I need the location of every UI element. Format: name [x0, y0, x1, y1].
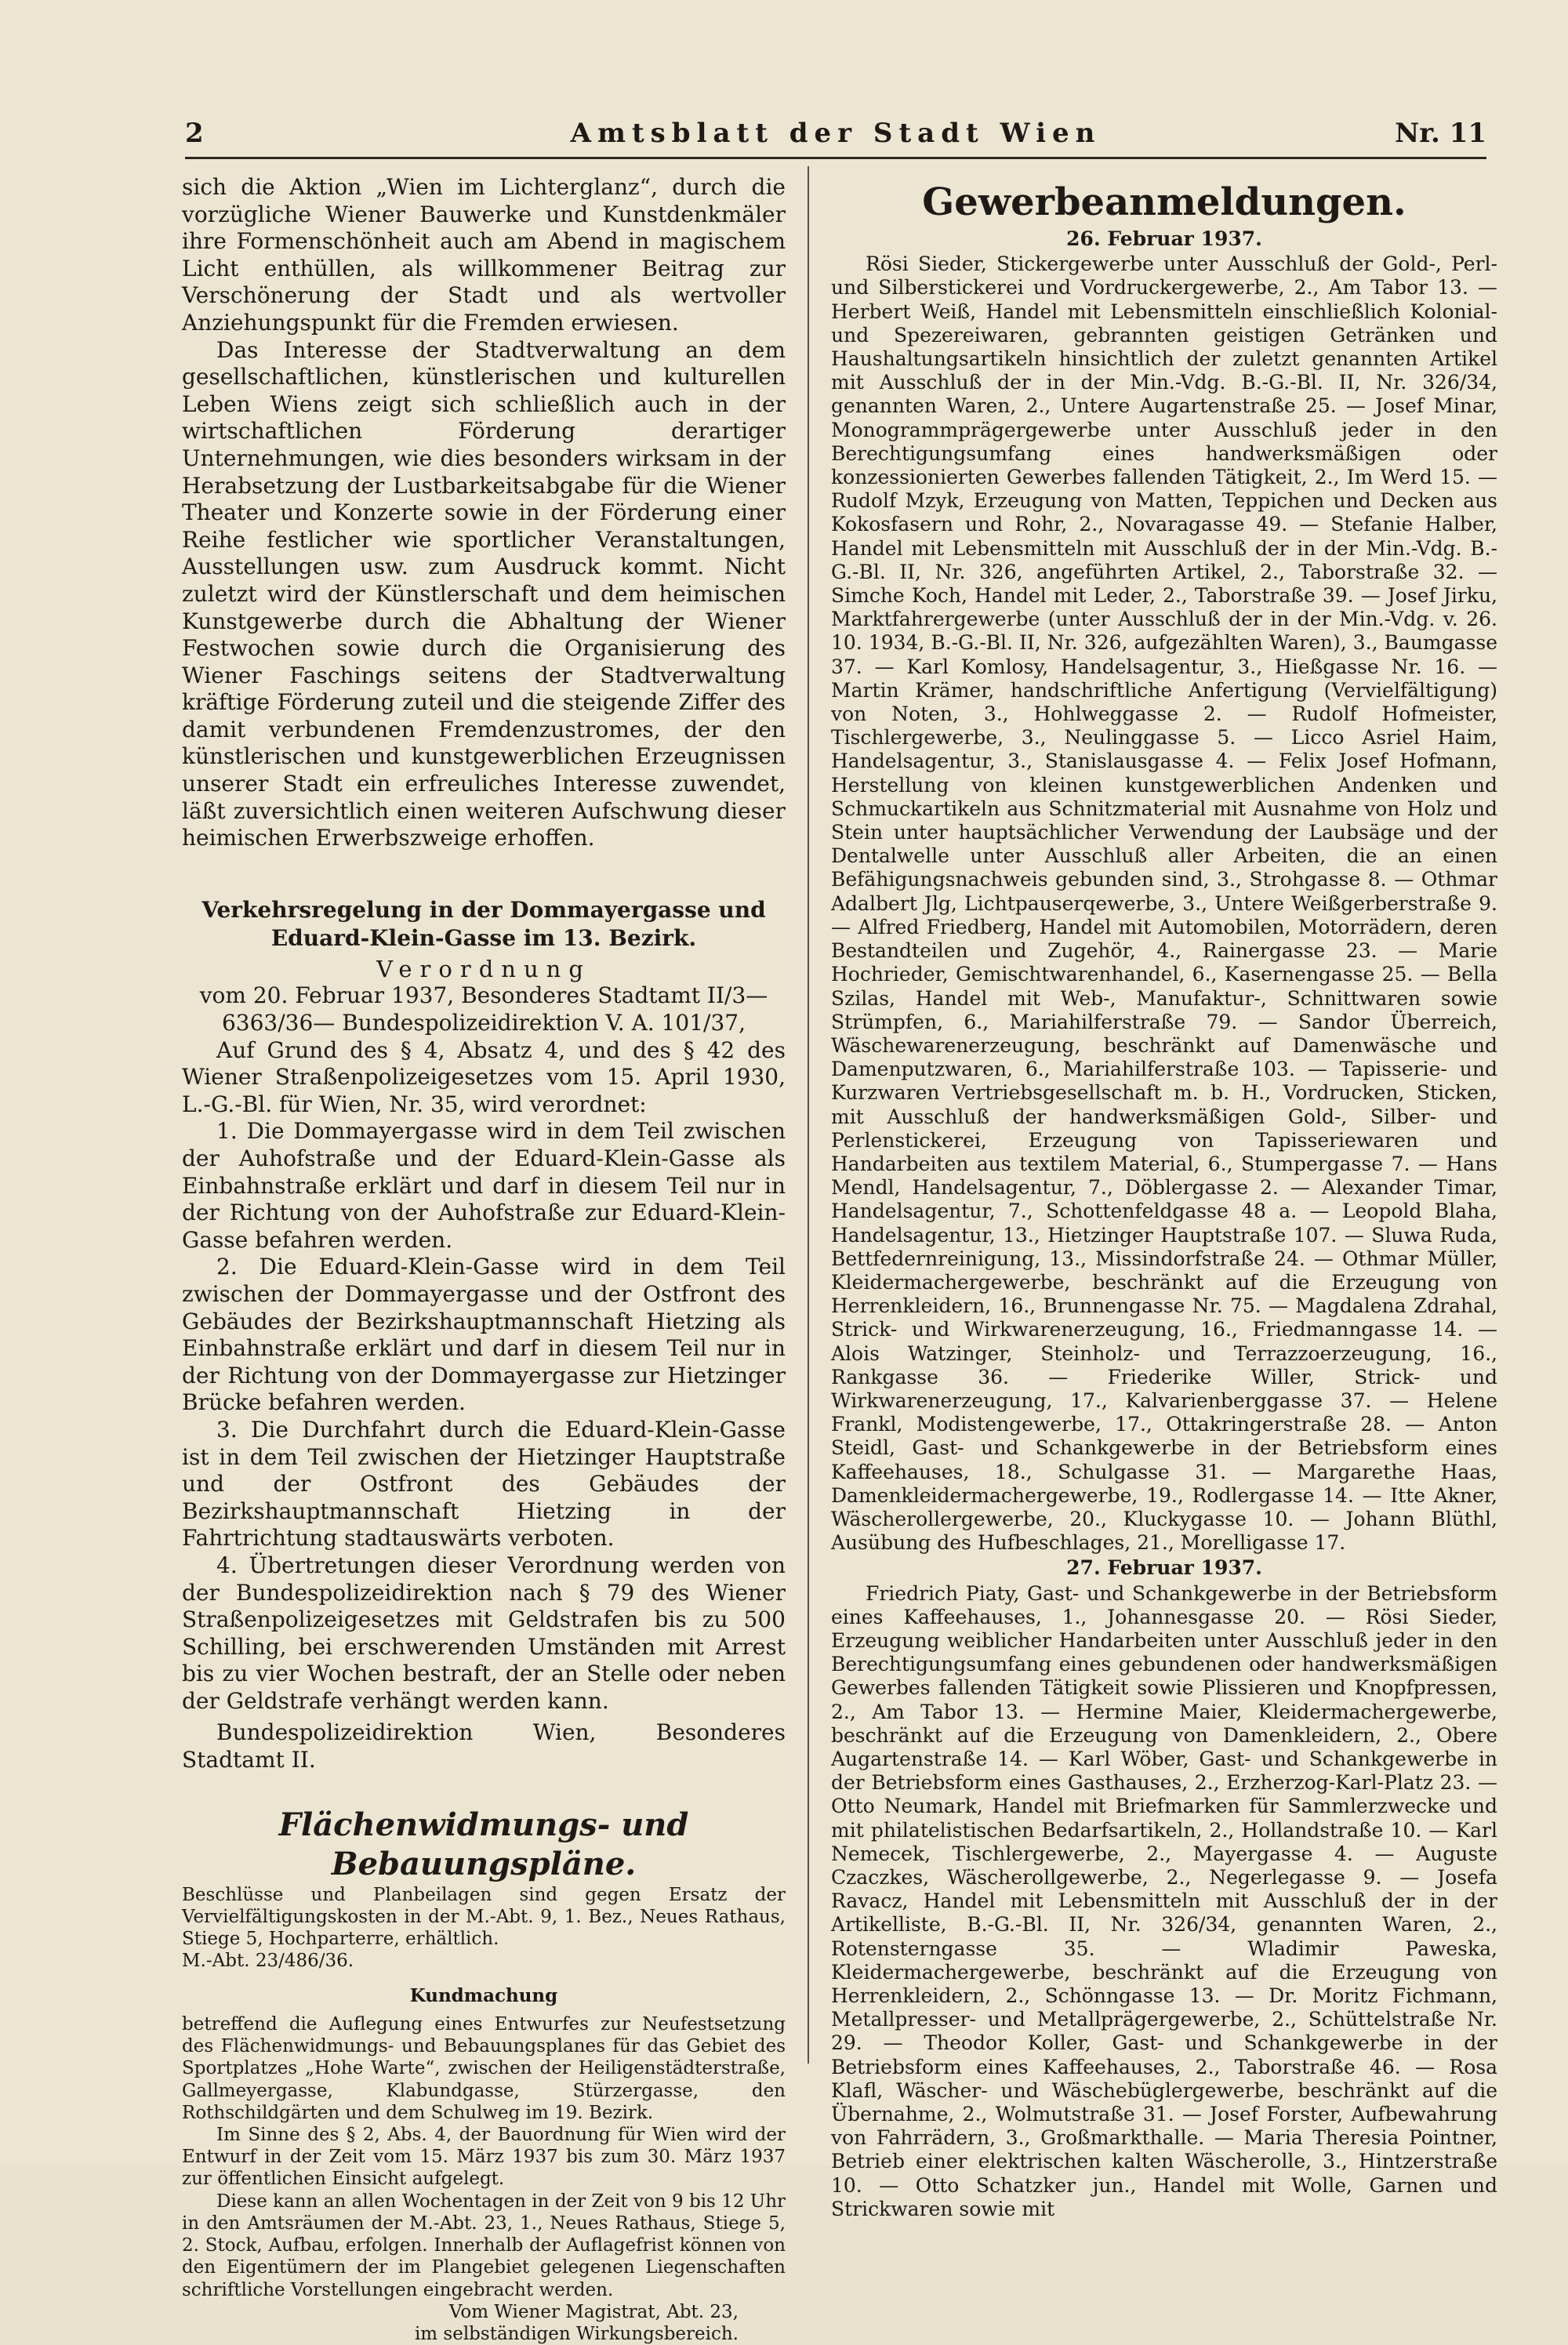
mabt-reference: M.-Abt. 23/486/36.	[182, 1951, 354, 1972]
verordnung-item-2: 2. Die Eduard-Klein-Gasse wird in dem Teil zwischen der Dommayergasse und der Ostfront des Gebäudes der Bezirkshauptmannschaft Hietzing als Einbahnstraße erklärt und darf in diesem Teil nur in der Richtung von der Dommayergasse zur Hietzinger Brücke befahren werden.	[182, 1254, 786, 1416]
verordnung-item-4: 4. Übertretungen dieser Verordnung werden von der Bundespolizeidirektion nach § 79 des Wiener Straßenpolizeigesetzes mit Geldstrafen bis zu 500 Schilling, bei erschwerenden Umständen mit Arrest bis zu vier Wochen bestraft, der an Stelle oder neben der Geldstrafe verhängt werden kann.	[182, 1552, 786, 1714]
kundmachung-heading: Kundmachung	[409, 1985, 558, 2007]
gewerbe-list-27-feb: Friedrich Piaty, Gast- und Schankgewerbe in der Betriebsform eines Kaffeehauses, 1., Johannesgasse 20. — Rösi Sieder, Erzeugung weiblicher Handarbeiten unter Ausschluß jeder in den Berechtigungsumfang eines gebundenen oder handwerksmäßigen Gewerbes fallenden Tätigkeit sowie Plissieren und Knopfpressen, 2., Am Tabor 13. — Hermine Maier, Kleidermachergewerbe, beschränkt auf die Erzeugung von Damenkleidern, 2., Obere Augartenstraße 14. — Karl Wöber, Gast- und Schankgewerbe in der Betriebsform eines Gasthauses, 2., Erzherzog-Karl-Platz 23. — Otto Neumark, Handel mit Briefmarken für Sammlerzwecke und mit philatelistischen Bedarfsartikeln, 2., Hollandstraße 10. — Karl Nemecek, Tischlergewerbe, 2., Mayergasse 4. — Auguste Czaczkes, Wäscherollgewerbe, 2., Negerlegasse 9. — Josefa Ravacz, Handel mit Lebensmitteln mit Ausschluß der in der Artikelliste, B.-G.-Bl. II, Nr. 326/34, genannten Waren, 2., Rotensterngasse 35. — Wladimir Paweska, Kleidermachergewerbe, beschränkt auf die Erzeugung von Herrenkleidern, 2., Schönngasse 13. — Dr. Moritz Fichmann, Metallpresser- und Metallprägergewerbe, 2., Schüttelstraße Nr. 29. — Theodor Koller, Gast- und Schankgewerbe in der Betriebsform eines Kaffeehauses, 2., Taborstraße 46. — Rosa Klafl, Wäscher- und Wäschebüglergewerbe, beschränkt auf die Übernahme, 2., Wolmutstraße 31. — Josef Forster, Aufbewahrung von Fahrrädern, 3., Großmarkthalle. — Maria Theresia Pointner, Betrieb einer elektrischen kalten Wäscherolle, 3., Hintzerstraße 10. — Otto Schatzker jun., Handel mit Wolle, Garnen und Strickwaren sowie mit	[831, 1581, 1497, 2220]
right-column	[831, 174, 1497, 2221]
date-heading-26-feb: 26. Februar 1937.	[1066, 227, 1262, 250]
section-title-flaechenwidmung: Flächenwidmungs- und Bebauungspläne.	[278, 1806, 689, 1882]
paragraph-interesse: Das Interesse der Stadtverwaltung an dem gesellschaftlichen, künstlerischen und kulturellen Leben Wiens zeigt sich schließlich auch in der wirtschaftlichen Förderung derartiger Unternehmungen, wie dies besonders wirksam in der Herabsetzung der Lustbarkeitsabgabe für die Wiener Theater und Konzerte sowie in der Förderung einer Reihe festlicher wie sportlicher Veranstaltungen, Ausstellungen usw. zum Ausdruck kommt. Nicht zuletzt wird der Künstlerschaft und dem heimischen Kunstgewerbe durch die Abhaltung der Wiener Festwochen sowie durch die Organisierung des Wiener Faschings seitens der Stadtverwaltung kräftige Förderung zuteil und die steigende Ziffer des damit verbundenen Fremdenzustromes, der den künstlerischen und kunstgewerblichen Erzeugnissen unserer Stadt ein erfreuliches Interesse zuwendet, läßt zuversichtlich einen weiteren Aufschwung dieser heimischen Erwerbszweige erhoffen.	[182, 336, 786, 851]
column-divider	[808, 166, 809, 2064]
paragraph-auf-grund: Auf Grund des § 4, Absatz 4, und des § 42 des Wiener Straßenpolizeigesetzes vom 15. April 1930, L.-G.-Bl. für Wien, Nr. 35, wird verordnet:	[182, 1036, 786, 1117]
kundmachung-paragraph-2: Im Sinne des § 2, Abs. 4, der Bauordnung für Wien wird der Entwurf in der Zeit vom 15. März 1937 bis zum 30. März 1937 zur öffentlichen Einsicht aufgelegt.	[182, 2125, 786, 2190]
paragraph-lichterglanz: sich die Aktion „Wien im Lichterglanz“, durch die vorzügliche Wiener Bauwerke und Kunstdenkmäler ihre Formenschönheit auch am Abend in magischem Licht enthüllen, als willkommener Beitrag zur Verschönerung der Stadt und als wertvoller Anziehungspunkt für die Fremden erwiesen.	[182, 174, 786, 336]
flaechen-intro: Beschlüsse und Planbeilagen sind gegen Ersatz der Vervielfältigungskosten in der M.-Abt. 9, 1. Bez., Neues Rathaus, Stiege 5, Hochparterre, erhältlich.	[182, 1884, 786, 1950]
issue-number: Nr. 11	[1395, 118, 1486, 149]
section-title-gewerbeanmeldungen: Gewerbeanmeldungen.	[922, 180, 1406, 224]
left-column	[182, 174, 786, 2345]
publication-title: Amtsblatt der Stadt Wien	[570, 118, 1102, 149]
page-header	[185, 118, 1486, 159]
verordnung-date: vom 20. Februar 1937, Besonderes Stadtamt II/3—6363/36— Bundespolizeidirektion V. A. 101/37,	[199, 982, 768, 1036]
gewerbe-list-26-feb: Rösi Sieder, Stickergewerbe unter Ausschluß der Gold-, Perl- und Silberstickerei und Vordruckergewerbe, 2., Am Tabor 13. — Herbert Weiß, Handel mit Lebensmitteln einschließlich Kolonial- und Spezereiwaren, gebrannten geistigen Getränken und Haushaltungsartikeln hinsichtlich der zuletzt genannten Artikel mit Ausschluß der in der Min.-Vdg. B.-G.-Bl. II, Nr. 326/34, genannten Waren, 2., Untere Augartenstraße 25. — Josef Minar, Monogrammprägergewerbe unter Ausschluß jeder in den Berechtigungsumfang eines handwerksmäßigen oder konzessionierten Gewerbes fallenden Tätigkeit, 2., Im Werd 15. — Rudolf Mzyk, Erzeugung von Matten, Teppichen und Decken aus Kokosfasern und Rohr, 2., Novaragasse 49. — Stefanie Halber, Handel mit Lebensmitteln mit Ausschluß der in der Min.-Vdg. B.-G.-Bl. II, Nr. 326, angeführten Artikel, 2., Taborstraße 32. — Simche Koch, Handel mit Leder, 2., Taborstraße 39. — Josef Jirku, Marktfahrergewerbe (unter Ausschluß der in der Min.-Vdg. v. 26. 10. 1934, B.-G.-Bl. II, Nr. 326, aufgezählten Waren), 3., Baumgasse 37. — Karl Komlosy, Handelsagentur, 3., Hießgasse Nr. 16. — Martin Krämer, handschriftliche Anfertigung (Vervielfältigung) von Noten, 3., Hohlweggasse 2. — Rudolf Hofmeister, Tischlergewerbe, 3., Neulinggasse 5. — Licco Asriel Haim, Handelsagentur, 3., Stanislausgasse 4. — Felix Josef Hofmann, Herstellung von kleinen kunstgewerblichen Andenken und Schmuckartikeln aus Schnitzmaterial mit Ausnahme von Holz und Stein unter hauptsächlicher Verwendung der Laubsäge und der Dentalwelle unter Ausschluß aller Arbeiten, die an einen Befähigungsnachweis gebunden sind, 3., Strohgasse 8. — Othmar Adalbert Jlg, Lichtpauserqewerbe, 3., Untere Weißgerberstraße 9. — Alfred Friedberg, Handel mit Automobilen, Motorrädern, deren Bestandteilen und Zugehör, 4., Rainergasse 23. — Marie Hochrieder, Gemischtwarenhandel, 6., Kasernengasse 25. — Bella Szilas, Handel mit Web-, Manufaktur-, Schnittwaren sowie Strümpfen, 6., Mariahilferstraße 79. — Sandor Überreich, Wäschewarenerzeugung, beschränkt auf Damenwäsche und Damenputzwaren, 6., Mariahilferstraße 103. — Tapisserie- und Kurzwaren Vertriebsgesellschaft m. b. H., Vordrucken, Sticken, mit Ausschluß der handwerksmäßigen Gold-, Silber- und Perlenstickerei, Erzeugung von Tapisseriewaren und Handarbeiten aus textilem Material, 6., Stumpergasse 7. — Hans Mendl, Handelsagentur, 7., Döblergasse 2. — Alexander Timar, Handelsagentur, 7., Schottenfeldgasse 48 a. — Leopold Blaha, Handelsagentur, 13., Hietzinger Hauptstraße 107. — Sluwa Ruda, Bettfedernreinigung, 13., Missindorfstraße 24. — Othmar Müller, Kleidermachergewerbe, beschränkt auf die Erzeugung von Herrenkleidern, 16., Brunnengasse Nr. 75. — Magdalena Zdrahal, Strick- und Wirkwarenerzeugung, 16., Friedmanngasse 14. — Alois Watzinger, Steinholz- und Terrazzoerzeugung, 16., Rankgasse 36. — Friederike Willer, Strick- und Wirkwarenerzeugung, 17., Kalvarienberggasse 37. — Helene Frankl, Modistengewerbe, 17., Ottakringerstraße 28. — Anton Steidl, Gast- und Schankgewerbe in der Betriebsform eines Kaffeehauses, 18., Schulgasse 31. — Margarethe Haas, Damenkleidermachergewerbe, 19., Rodlergasse 14. — Itte Akner, Wäscherollergewerbe, 20., Kluckygasse 10. — Johann Blüthl, Ausübung des Hufbeschlages, 21., Morelligasse 17.	[831, 252, 1497, 1555]
verordnung-heading: Verordnung	[376, 955, 591, 982]
kundmachung-paragraph-1: betreffend die Auflegung eines Entwurfes zur Neufestsetzung des Flächenwidmungs- und Bebauungsplanes für das Gebiet des Sportplatzes „Hohe Warte“, zwischen der Heiligenstädterstraße, Gallmeyergasse, Klabundgasse, Stürzergasse, den Rothschildgärten und dem Schulweg im 19. Bezirk.	[182, 2014, 786, 2123]
section-title-verkehrsregelung: Verkehrsregelung in der Dommayergasse und Eduard-Klein-Gasse im 13. Bezirk.	[201, 896, 766, 951]
date-heading-27-feb: 27. Februar 1937.	[1066, 1556, 1262, 1580]
signature-polizei: Bundespolizeidirektion Wien, Besonderes Stadtamt II.	[182, 1719, 786, 1773]
kundmachung-paragraph-3: Diese kann an allen Wochentagen in der Zeit von 9 bis 12 Uhr in den Amtsräumen der M.-Abt. 23, 1., Neues Rathaus, Stiege 5, 2. Stock, Aufbau, erfolgen. Innerhalb der Auflagefrist können von den Eigentümern der im Plangebiet gelegenen Liegenschaften schriftliche Vorstellungen eingebracht werden.	[182, 2191, 786, 2300]
closing-line-2: im selbständigen Wirkungsbereich.	[414, 2323, 739, 2344]
verordnung-item-3: 3. Die Durchfahrt durch die Eduard-Klein-Gasse ist in dem Teil zwischen der Hietzinger Hauptstraße und der Ostfront des Gebäudes der Bezirkshauptmannschaft Hietzing in der Fahrtrichtung stadtauswärts verboten.	[182, 1416, 786, 1552]
closing-line-1: Vom Wiener Magistrat, Abt. 23,	[448, 2301, 739, 2322]
page-number: 2	[185, 118, 204, 149]
verordnung-item-1: 1. Die Dommayergasse wird in dem Teil zwischen der Auhofstraße und der Eduard-Klein-Gasse als Einbahnstraße erklärt und darf in diesem Teil nur in der Richtung von der Auhofstraße zur Eduard-Klein-Gasse befahren werden.	[182, 1118, 786, 1253]
